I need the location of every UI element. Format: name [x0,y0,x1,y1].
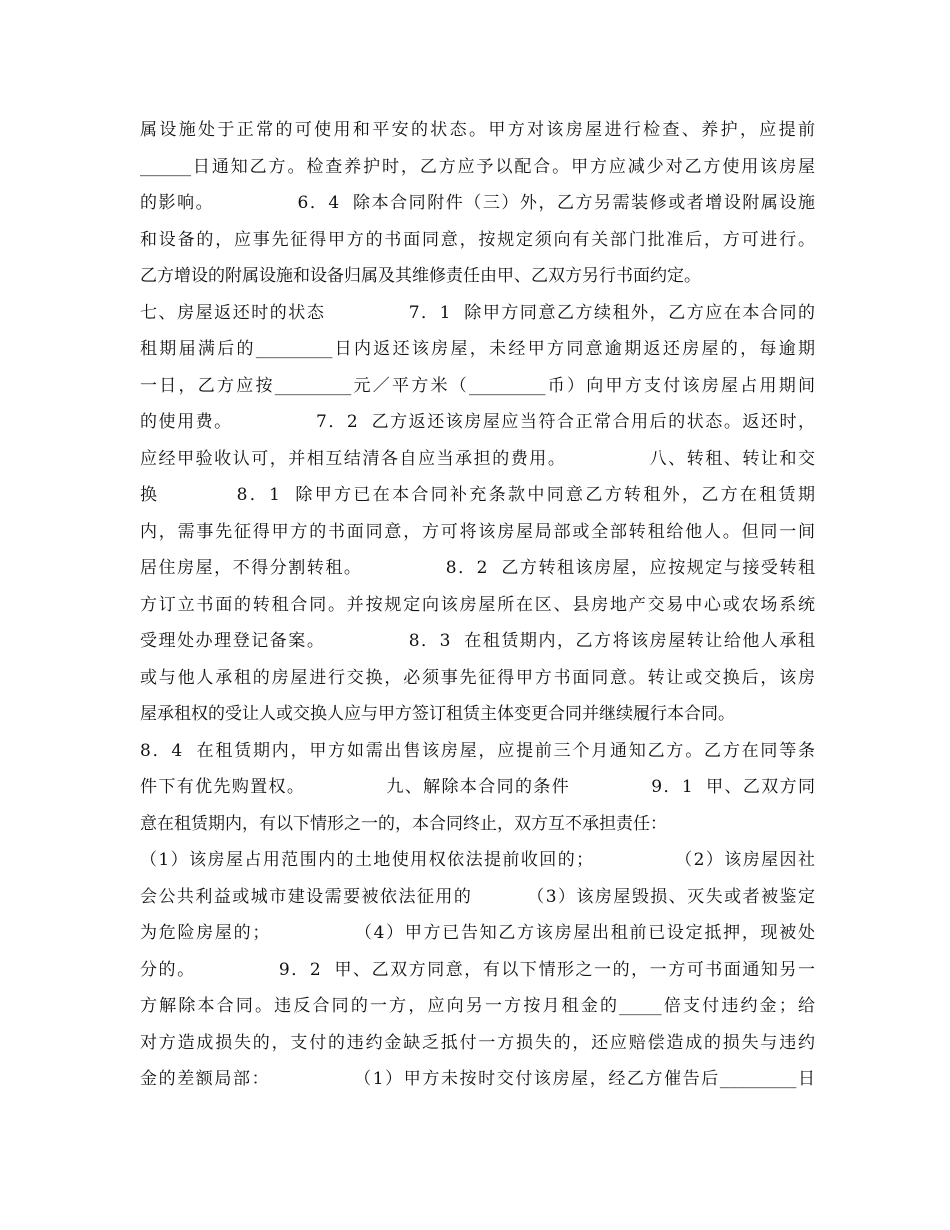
text-line: 应经甲验收认可，并相互结清各自应当承担的费用。 八、转租、转让和交 [140,448,815,469]
text-line: 对方造成损失的，支付的违约金缺乏抵付一方损失的，还应赔偿造成的损失与违约 [140,1032,815,1053]
text-line: 的影响。 6．4 除本合同附件（三）外，乙方另需装修或者增设附属设施 [140,193,815,213]
text-line: 内，需事先征得甲方的书面同意，方可将该房屋局部或全部转租给他人。但同一间 [140,521,815,542]
text-line: 屋承租权的受让人或交换人应与甲方签订租赁主体变更合同并继续履行本合同。 [140,704,735,724]
text-line: 租期届满后的_________日内返还该房屋，未经甲方同意逾期返还房屋的，每逾期 [140,339,815,359]
text-line: 居住房屋，不得分割转租。 8．2 乙方转租该房屋，应按规定与接受转租 [140,558,815,578]
text-line: 8．4 在租赁期内，甲方如需出售该房屋，应提前三个月通知乙方。乙方在同等条 [140,740,815,761]
text-line: ______日通知乙方。检查养护时，乙方应予以配合。甲方应减少对乙方使用该房屋 [140,156,815,177]
text-line: 意在租赁期内，有以下情形之一的，本合同终止，双方互不承担责任： [140,813,667,834]
text-line: 和设备的，应事先征得甲方的书面同意，按规定须向有关部门批准后，方可进行。 [140,229,815,250]
text-line: 换 8．1 除甲方已在本合同补充条款中同意乙方转租外，乙方在租赁期 [140,485,815,505]
text-line: 会公共利益或城市建设需要被依法征用的 （3）该房屋毁损、灭失或者被鉴定 [140,886,815,907]
text-line: 受理处办理登记备案。 8．3 在租赁期内，乙方将该房屋转让给他人承租 [140,631,815,651]
contract-body-text [140,112,815,1098]
text-line: 乙方增设的附属设施和设备归属及其维修责任由甲、乙双方另行书面约定。 [140,266,701,286]
text-line: （1）该房屋占用范围内的土地使用权依法提前收回的； （2）该房屋因社 [140,850,815,870]
text-line: 件下有优先购置权。 九、解除本合同的条件 9．1 甲、乙双方同 [140,777,815,797]
text-line: 的使用费。 7．2 乙方返还该房屋应当符合正常合用后的状态。返还时， [140,412,815,432]
text-line: 金的差额局部： （1）甲方未按时交付该房屋，经乙方催告后_________日 [140,1069,815,1089]
text-line: 七、房屋返还时的状态 7．1 除甲方同意乙方续租外，乙方应在本合同的 [140,302,815,323]
text-line: 方订立书面的转租合同。并按规定向该房屋所在区、县房地产交易中心或农场系统 [140,594,815,615]
text-line: 或与他人承租的房屋进行交换，必须事先征得甲方书面同意。转让或交换后，该房 [140,667,815,688]
text-line: 方解除本合同。违反合同的一方，应向另一方按月租金的_____倍支付违约金；给 [140,996,815,1016]
text-line: 分的。 9．2 甲、乙双方同意，有以下情形之一的，一方可书面通知另一 [140,959,815,980]
text-line: 一日，乙方应按_________元／平方米（_________币）向甲方支付该房屋占用期间 [140,375,815,396]
text-line: 为危险房屋的； （4）甲方已告知乙方该房屋出租前已设定抵押，现被处 [140,923,815,943]
text-line: 属设施处于正常的可使用和平安的状态。甲方对该房屋进行检查、养护，应提前 [140,120,815,140]
